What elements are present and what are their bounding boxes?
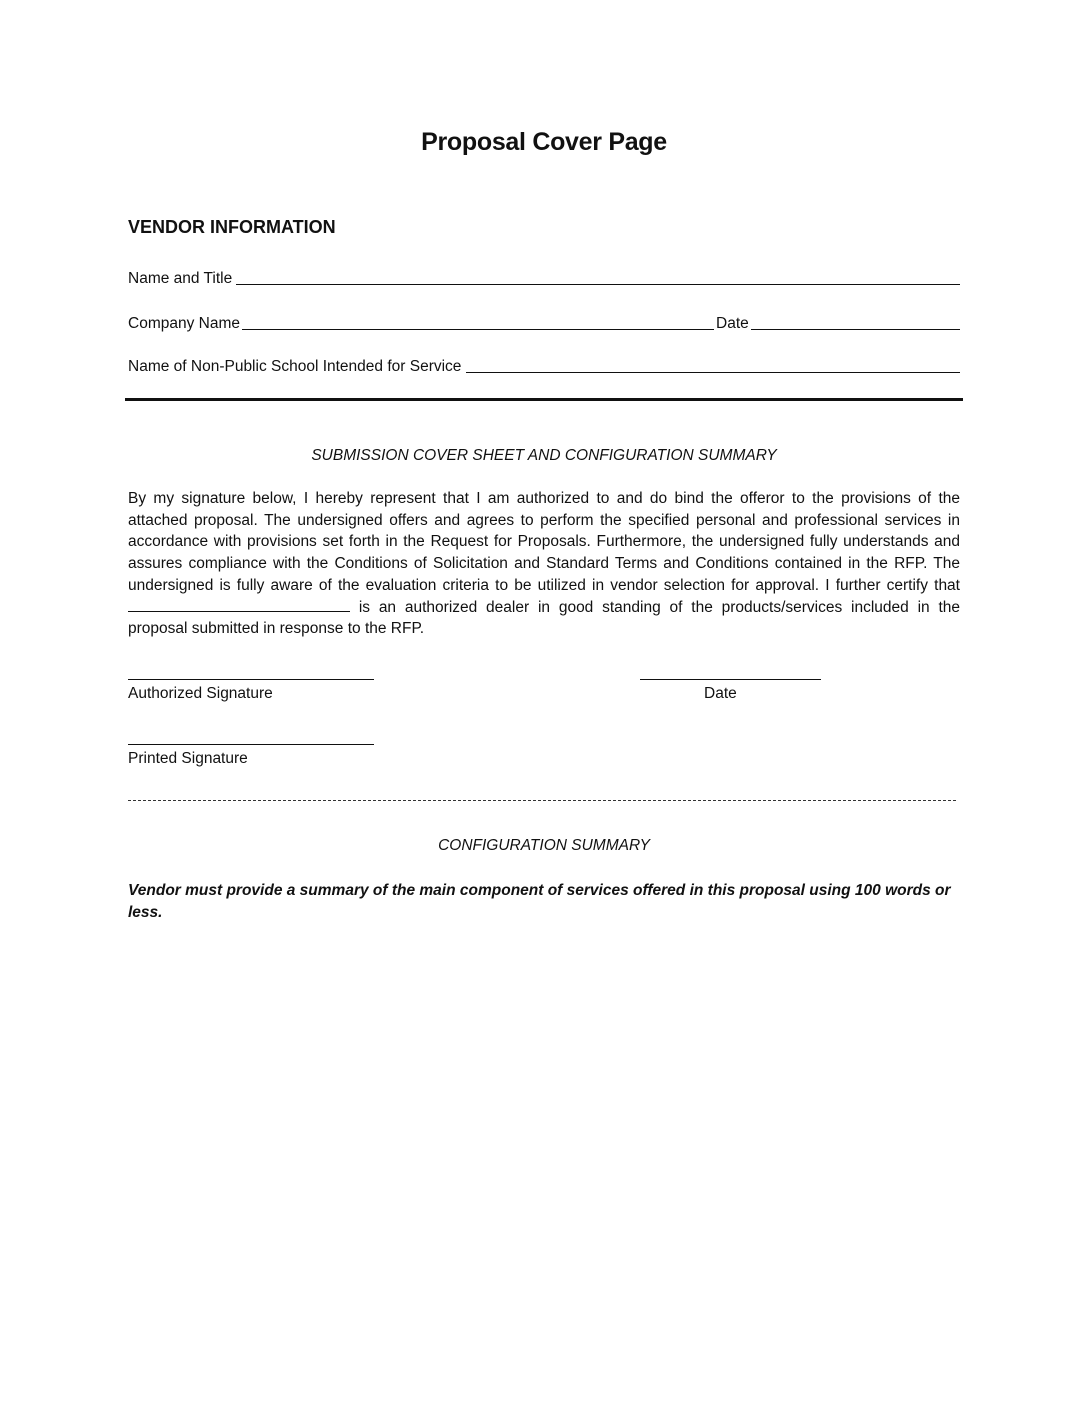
authorized-signature-label: Authorized Signature xyxy=(128,685,273,702)
company-row xyxy=(128,311,960,333)
name-title-field[interactable] xyxy=(236,284,960,285)
printed-signature-line[interactable] xyxy=(128,744,374,745)
company-name-label: Company Name xyxy=(128,315,240,332)
school-label: Name of Non-Public School Intended for Service xyxy=(128,358,462,375)
paragraph-text-after: is an authorized dealer in good standing of the products/services included in the proposal submitted in response to the RFP. xyxy=(128,598,960,638)
school-row xyxy=(128,354,960,376)
dealer-name-field[interactable] xyxy=(128,599,350,612)
section-divider xyxy=(125,398,963,401)
page-title: Proposal Cover Page xyxy=(421,128,667,156)
configuration-heading: CONFIGURATION SUMMARY xyxy=(438,837,650,854)
submission-heading: SUBMISSION COVER SHEET AND CONFIGURATION SUMMARY xyxy=(311,447,777,464)
date-field[interactable] xyxy=(751,329,960,330)
vendor-info-heading: VENDOR INFORMATION xyxy=(128,217,336,237)
printed-signature-label: Printed Signature xyxy=(128,750,248,767)
dashed-separator xyxy=(128,800,956,801)
authorized-signature-line[interactable] xyxy=(128,679,374,680)
signature-date-label: Date xyxy=(704,685,737,702)
paragraph-text-before: By my signature below, I hereby represent that I am authorized to and do bind the offeror to the provisions of the attached proposal. The undersigned offers and agrees to perform the specified personal and professional services in accordance with provisions set forth in the Request for Proposals. Furthermore, the undersigned fully understands and assures compliance with the Conditions of Solicitation and Standard Terms and Conditions contained in the RFP. The undersigned is fully aware of the evaluation criteria to be utilized in vendor selection for approval. I further certify that xyxy=(128,490,960,594)
date-label: Date xyxy=(716,315,749,332)
school-field[interactable] xyxy=(466,372,960,373)
certification-paragraph xyxy=(128,488,960,640)
configuration-instruction: Vendor must provide a summary of the main component of services offered in this proposal using 100 words or less. xyxy=(128,882,951,921)
company-name-field[interactable] xyxy=(242,329,714,330)
name-title-label: Name and Title xyxy=(128,270,233,287)
name-title-row xyxy=(128,266,960,288)
signature-date-line[interactable] xyxy=(640,679,821,680)
